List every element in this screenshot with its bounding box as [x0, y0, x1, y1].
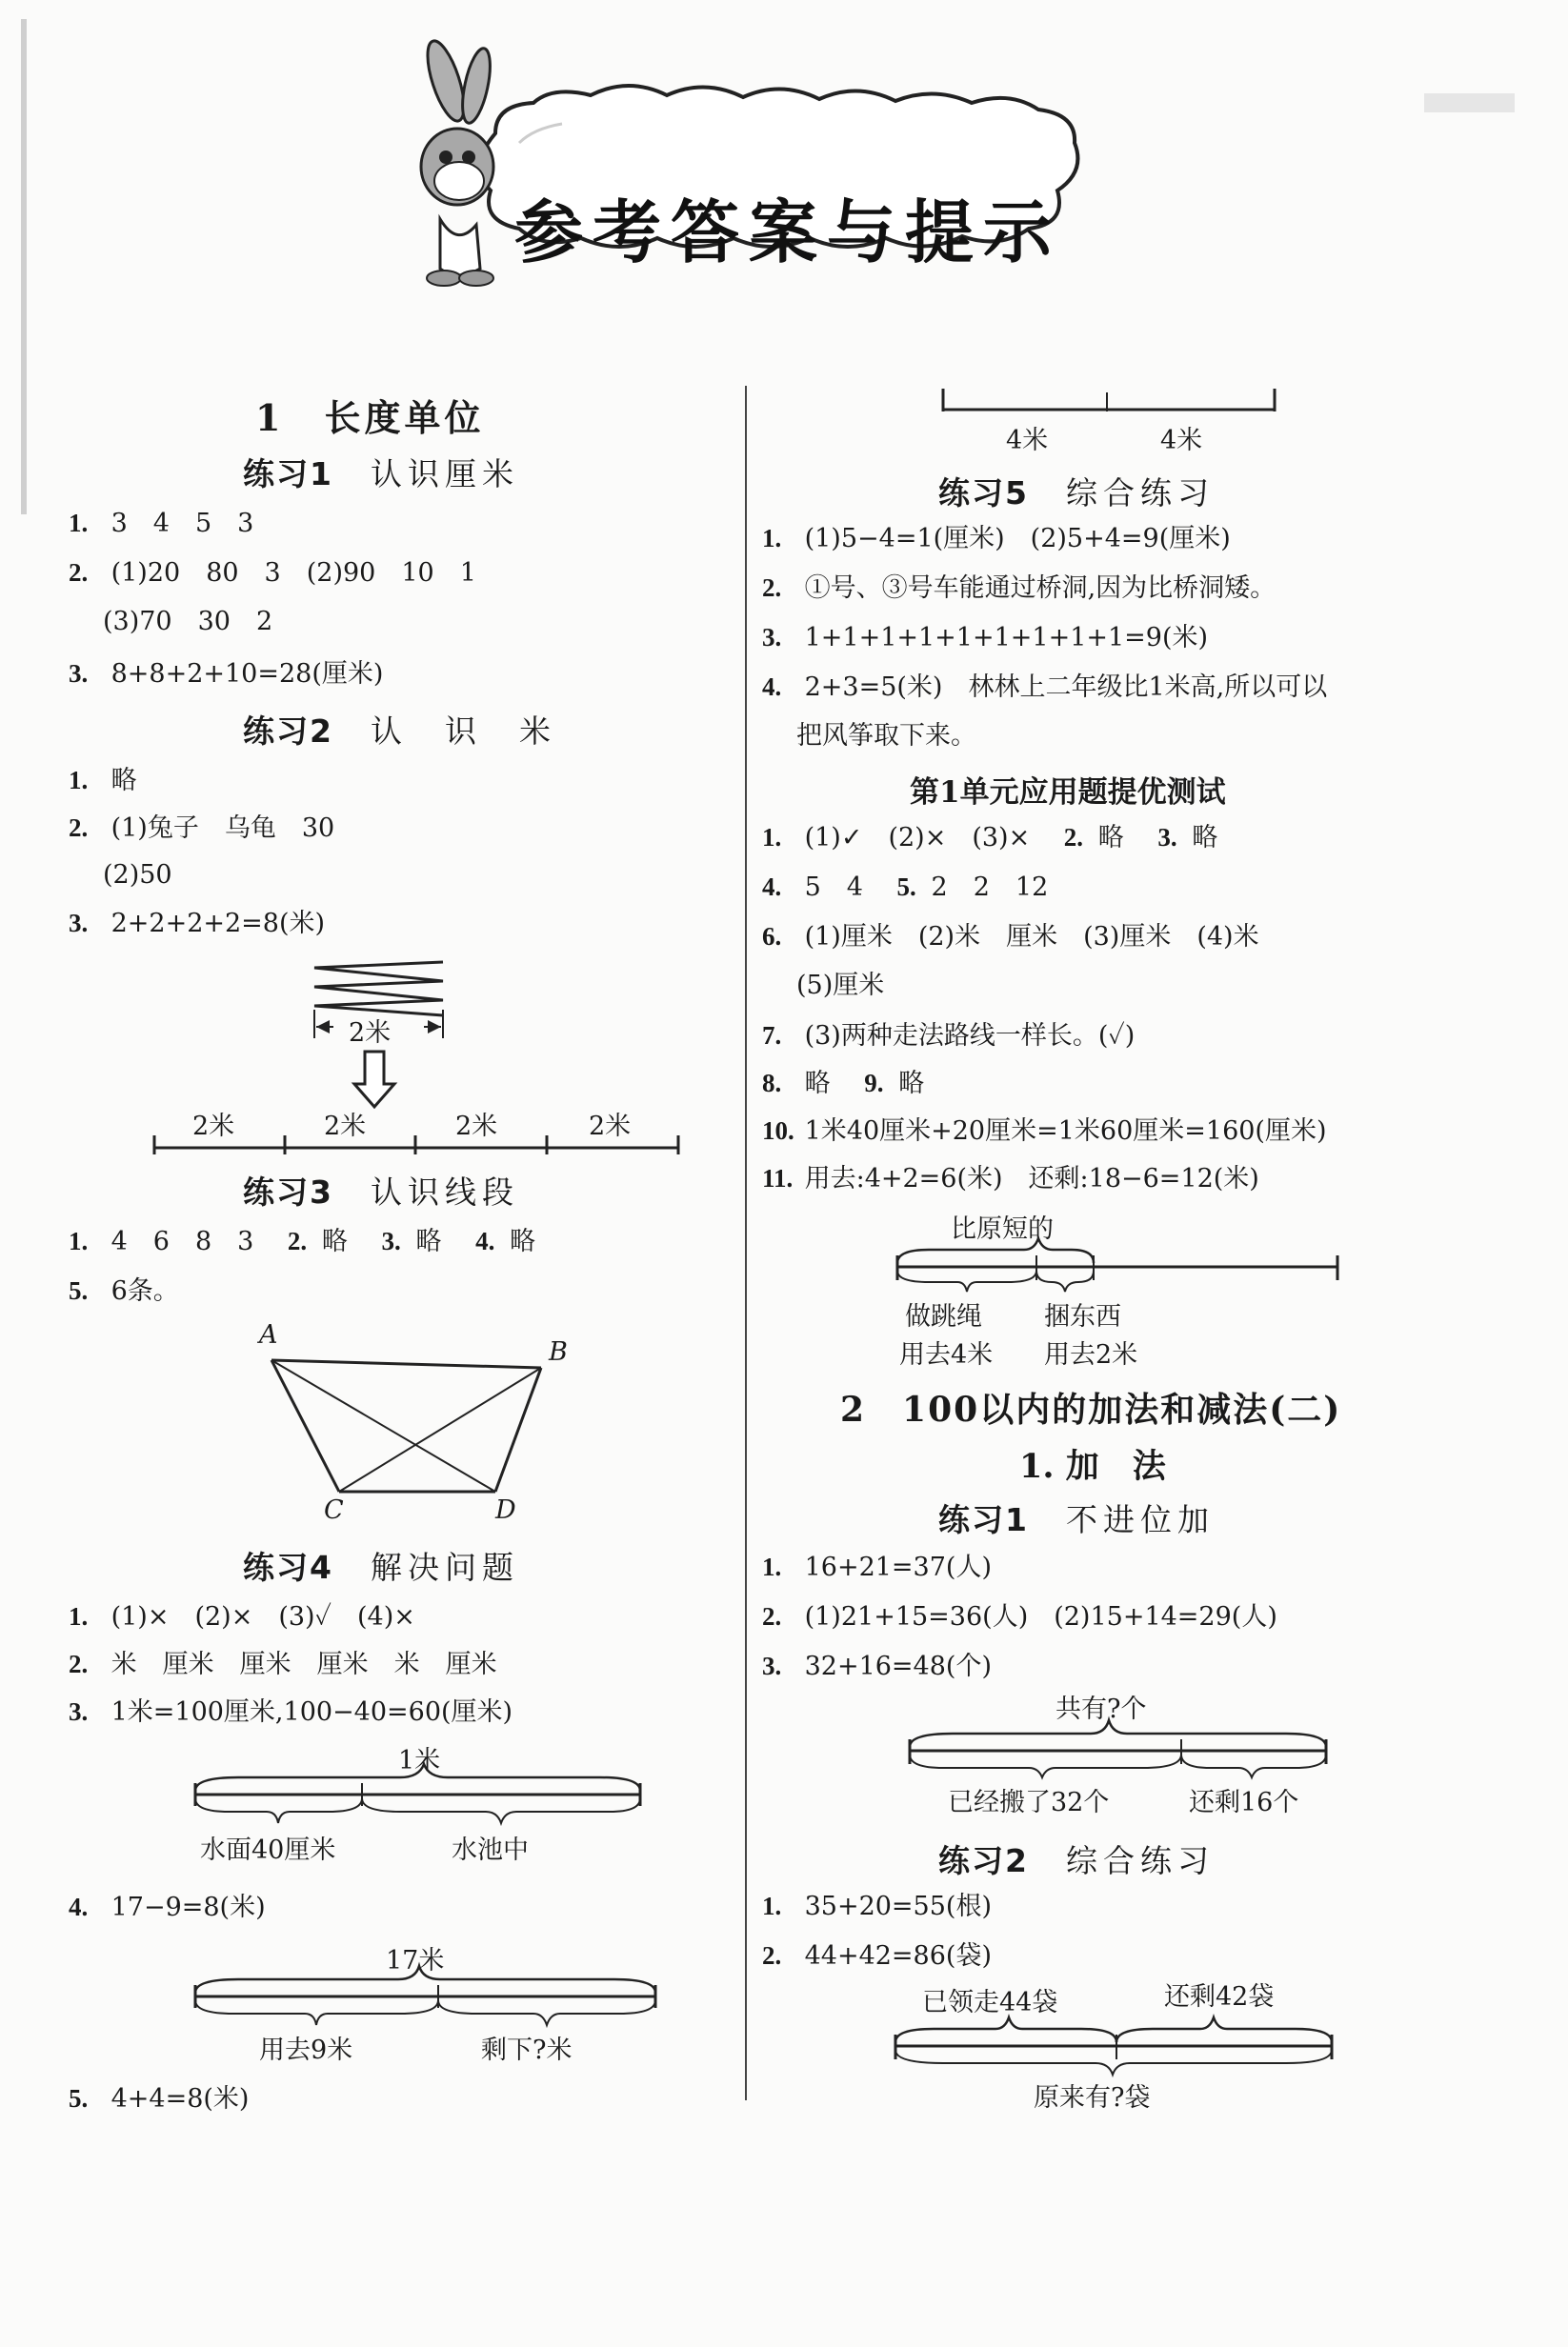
ex2-q2a: 2. (1)兔子 乌龟 30 — [69, 813, 335, 843]
point-label-d: D — [495, 1495, 516, 1525]
section1-title: 1. 加 法 — [1019, 1447, 1166, 1486]
test-q7: 7. (3)两种走法路线一样长。(✓) — [762, 1021, 1136, 1051]
r-ex2-q1: 1. 35+20=55(根) — [762, 1892, 992, 1921]
ex2-q1: 1. 略 — [69, 766, 137, 795]
test-d11-l1: 做跳绳 — [905, 1302, 982, 1332]
bunny-mascot-icon — [420, 37, 495, 286]
ex4-d3-left: 水面40厘米 — [200, 1835, 336, 1865]
ex1-q2b: (3)70 30 2 — [103, 607, 273, 636]
test-q10: 10. 1米40厘米+20厘米=1米60厘米=160(厘米) — [762, 1116, 1327, 1146]
ex2-arrow-label: 2米 — [349, 1018, 392, 1048]
test-d11-r1: 捆东西 — [1044, 1302, 1121, 1332]
ex2-q2b: (2)50 — [103, 860, 172, 890]
ex2-heading: 练习2 认 识 米 — [243, 712, 556, 750]
r-ex2-d2-left: 已领走44袋 — [922, 1988, 1058, 2017]
test-q6b: (5)厘米 — [796, 971, 885, 1000]
ex4-d4-top: 17米 — [386, 1946, 445, 1976]
point-label-b: B — [549, 1337, 568, 1367]
ex2-seg-label-4: 2米 — [589, 1112, 632, 1141]
right-top-right-label: 4米 — [1160, 426, 1203, 455]
r-ex2-heading: 练习2 综合练习 — [938, 1842, 1215, 1879]
ex4-q1: 1. (1)× (2)× (3)✓ (4)× — [69, 1602, 415, 1632]
chapter2-title: 2 100以内的加法和减法(二) — [840, 1390, 1342, 1430]
unit-test-heading: 第1单元应用题提优测试 — [910, 775, 1226, 810]
page-title: 参考答案与提示 — [514, 192, 1062, 272]
column-divider — [745, 386, 747, 2100]
test-q6a: 6. (1)厘米 (2)米 厘米 (3)厘米 (4)米 — [762, 922, 1259, 952]
ex3-q1: 1. 4 6 8 3 2. 略 3. 略 4. 略 — [69, 1227, 536, 1256]
chapter1-title: 1 长度单位 — [255, 396, 485, 439]
r-ex1-d3-top: 共有?个 — [1055, 1695, 1147, 1724]
r-ex2-d2-bottom: 原来有?袋 — [1034, 2083, 1151, 2113]
ex4-d3-right: 水池中 — [452, 1835, 529, 1865]
r-ex1-q2: 2. (1)21+15=36(人) (2)15+14=29(人) — [762, 1602, 1277, 1632]
r-ex1-d3-right: 还剩16个 — [1189, 1788, 1299, 1817]
ex4-q2: 2. 米 厘米 厘米 厘米 米 厘米 — [69, 1650, 497, 1679]
ex5-q3: 3. 1+1+1+1+1+1+1+1+1=9(米) — [762, 623, 1209, 652]
ex5-q1: 1. (1)5−4=1(厘米) (2)5+4=9(厘米) — [762, 524, 1231, 553]
right-top-left-label: 4米 — [1006, 426, 1049, 455]
ex5-heading: 练习5 综合练习 — [938, 474, 1215, 512]
ex4-q4: 4. 17−9=8(米) — [69, 1893, 266, 1922]
test-q11: 11. 用去:4+2=6(米) 还剩:18−6=12(米) — [762, 1164, 1259, 1194]
r-ex2-d2-right: 还剩42袋 — [1164, 1982, 1275, 2012]
r-ex1-heading: 练习1 不进位加 — [938, 1501, 1215, 1538]
r-ex1-d3-left: 已经搬了32个 — [948, 1788, 1110, 1817]
test-d11-r2: 用去2米 — [1044, 1340, 1138, 1370]
ex3-heading: 练习3 认识线段 — [243, 1174, 519, 1211]
r-ex2-q2: 2. 44+42=86(袋) — [762, 1941, 992, 1971]
ex2-seg-label-2: 2米 — [324, 1112, 367, 1141]
ex5-q2: 2. ①号、③号车能通过桥洞,因为比桥洞矮。 — [762, 573, 1277, 603]
test-q4: 4. 5 4 5. 2 2 12 — [762, 873, 1049, 902]
ex1-q2a: 2. (1)20 80 3 (2)90 10 1 — [69, 558, 476, 588]
ex2-seg-label-3: 2米 — [455, 1112, 498, 1141]
ex4-d4-right: 剩下?米 — [481, 2036, 573, 2065]
ex4-heading: 练习4 解决问题 — [243, 1549, 519, 1586]
ex5-q4b: 把风筝取下来。 — [796, 721, 976, 751]
test-d11-top: 比原短的 — [951, 1214, 1054, 1244]
r-ex1-q3: 3. 32+16=48(个) — [762, 1652, 992, 1681]
ex4-d3-top: 1米 — [398, 1746, 441, 1775]
ex5-q4a: 4. 2+3=5(米) 林林上二年级比1米高,所以可以 — [762, 672, 1328, 702]
ex3-q5: 5. 6条。 — [69, 1276, 179, 1306]
ex1-heading: 练习1 认识厘米 — [243, 455, 519, 492]
ex1-q3: 3. 8+8+2+10=28(厘米) — [69, 659, 384, 689]
point-label-c: C — [324, 1495, 344, 1525]
ex2-seg-label-1: 2米 — [192, 1112, 235, 1141]
point-label-a: A — [259, 1320, 278, 1350]
ex2-q3: 3. 2+2+2+2=8(米) — [69, 909, 326, 938]
ex4-d4-left: 用去9米 — [259, 2036, 353, 2065]
test-d11-l2: 用去4米 — [899, 1340, 994, 1370]
ex1-q1: 1. 3 4 5 3 — [69, 509, 254, 538]
ex4-q5: 5. 4+4=8(米) — [69, 2084, 250, 2114]
ex4-q3: 3. 1米=100厘米,100−40=60(厘米) — [69, 1697, 513, 1727]
r-ex1-q1: 1. 16+21=37(人) — [762, 1553, 992, 1582]
test-q1: 1. (1)✓ (2)× (3)× 2. 略 3. 略 — [762, 823, 1218, 853]
test-q8: 8. 略 9. 略 — [762, 1069, 925, 1098]
